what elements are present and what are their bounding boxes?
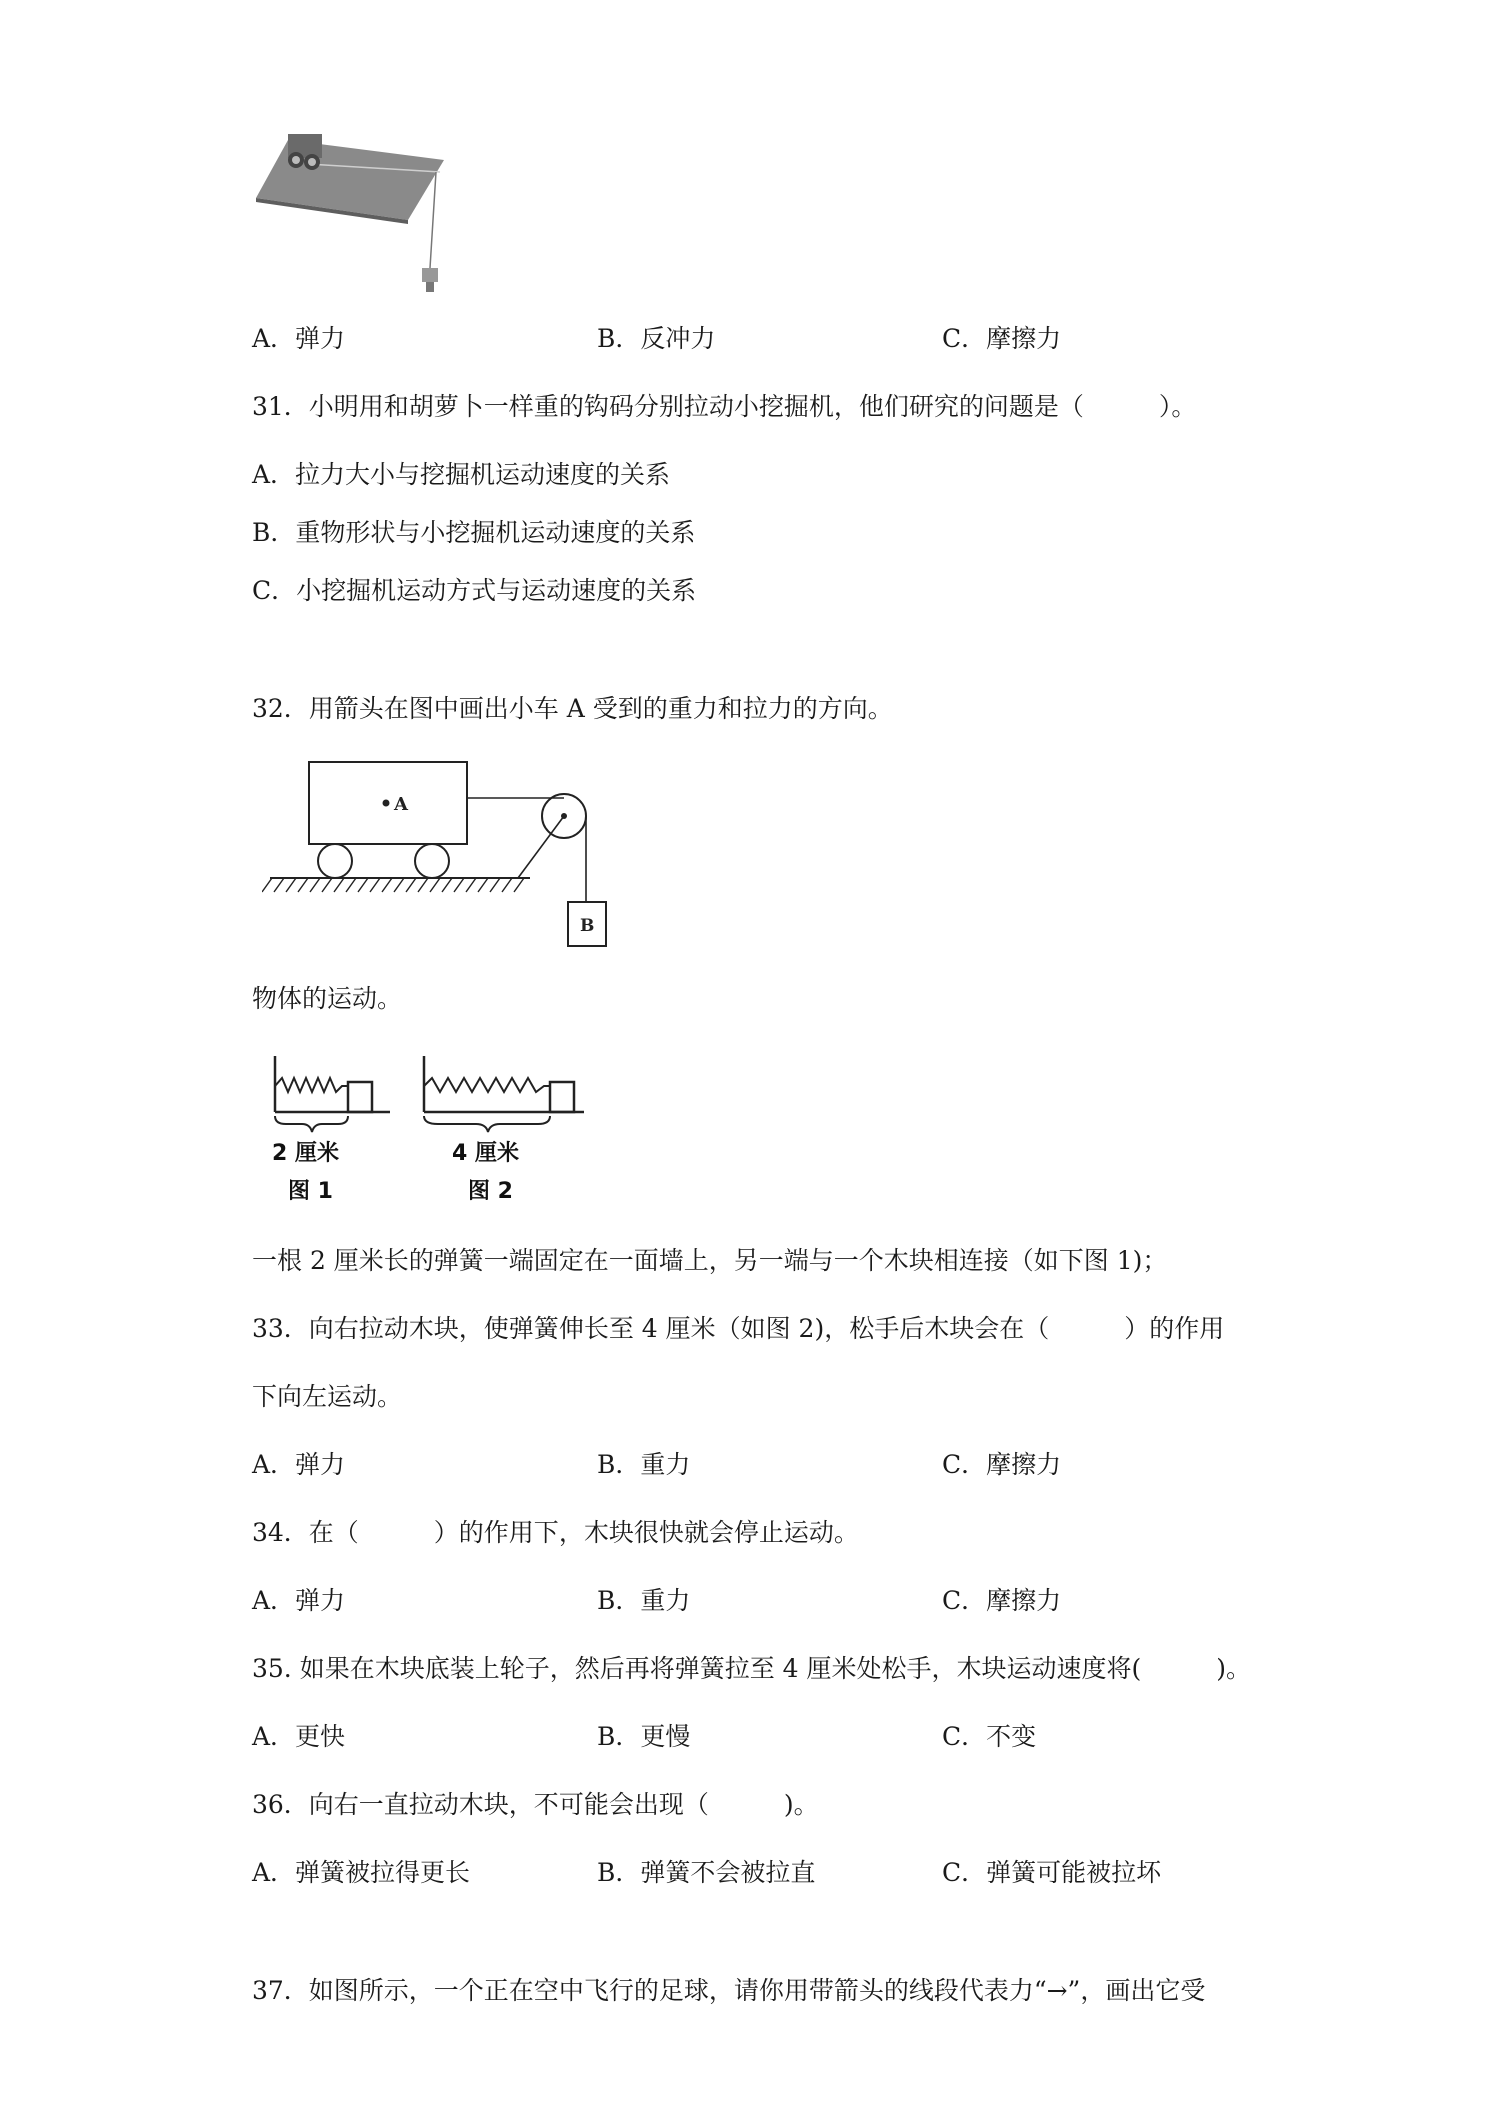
excavator-ramp-photo	[248, 128, 448, 300]
option-b: B．反冲力	[597, 324, 716, 353]
option-b: B．更慢	[597, 1722, 691, 1751]
fig2-caption: 图 2	[468, 1179, 513, 1204]
ground-hatching	[262, 878, 524, 892]
cart-label: A	[394, 794, 408, 815]
weight-label: B	[580, 916, 595, 936]
question-33-line2: 下向左运动。	[252, 1382, 403, 1411]
option-a: A．更快	[252, 1722, 346, 1751]
question-36: 36．向右一直拉动木块，不可能会出现（ )。	[252, 1790, 819, 1819]
fig1-length-label: 2 厘米	[272, 1141, 339, 1166]
question-35: 35. 如果在木块底装上轮子，然后再将弹簧拉至 4 厘米处松手，木块运动速度将( )。	[252, 1654, 1252, 1683]
fig2-length-label: 4 厘米	[452, 1141, 519, 1166]
option-c: C．摩擦力	[942, 1450, 1062, 1479]
cart-pulley-diagram	[262, 752, 622, 962]
option-c: C．弹簧可能被拉坏	[942, 1858, 1162, 1887]
question-33-line1: 33．向右拉动木块，使弹簧伸长至 4 厘米（如图 2)，松手后木块会在（ ）的作用	[252, 1314, 1225, 1343]
question-34: 34．在（ ）的作用下，木块很快就会停止运动。	[252, 1518, 859, 1547]
option-a: A．弹力	[252, 1450, 346, 1479]
option-a: A．拉力大小与挖掘机运动速度的关系	[252, 460, 671, 489]
section-title: 物体的运动。	[252, 984, 403, 1013]
option-a: A．弹力	[252, 324, 346, 353]
question-37: 37．如图所示，一个正在空中飞行的足球，请你用带箭头的线段代表力“→”，画出它受	[252, 1976, 1206, 2005]
option-c: C．小挖掘机运动方式与运动速度的关系	[252, 576, 697, 605]
spring-block-diagram	[262, 1050, 602, 1210]
fig1-caption: 图 1	[288, 1179, 333, 1204]
option-b: B．重物形状与小挖掘机运动速度的关系	[252, 518, 696, 547]
option-c: C．摩擦力	[942, 324, 1062, 353]
section-intro: 一根 2 厘米长的弹簧一端固定在一面墙上，另一端与一个木块相连接（如下图 1)；	[252, 1246, 1168, 1275]
option-c: C．不变	[942, 1722, 1037, 1751]
option-b: B．重力	[597, 1586, 691, 1615]
question-32: 32．用箭头在图中画出小车 A 受到的重力和拉力的方向。	[252, 694, 893, 723]
question-31: 31．小明用和胡萝卜一样重的钩码分别拉动小挖掘机，他们研究的问题是（ ）。	[252, 392, 1197, 421]
option-a: A．弹簧被拉得更长	[252, 1858, 471, 1887]
option-a: A．弹力	[252, 1586, 346, 1615]
option-c: C．摩擦力	[942, 1586, 1062, 1615]
option-b: B．弹簧不会被拉直	[597, 1858, 816, 1887]
option-b: B．重力	[597, 1450, 691, 1479]
